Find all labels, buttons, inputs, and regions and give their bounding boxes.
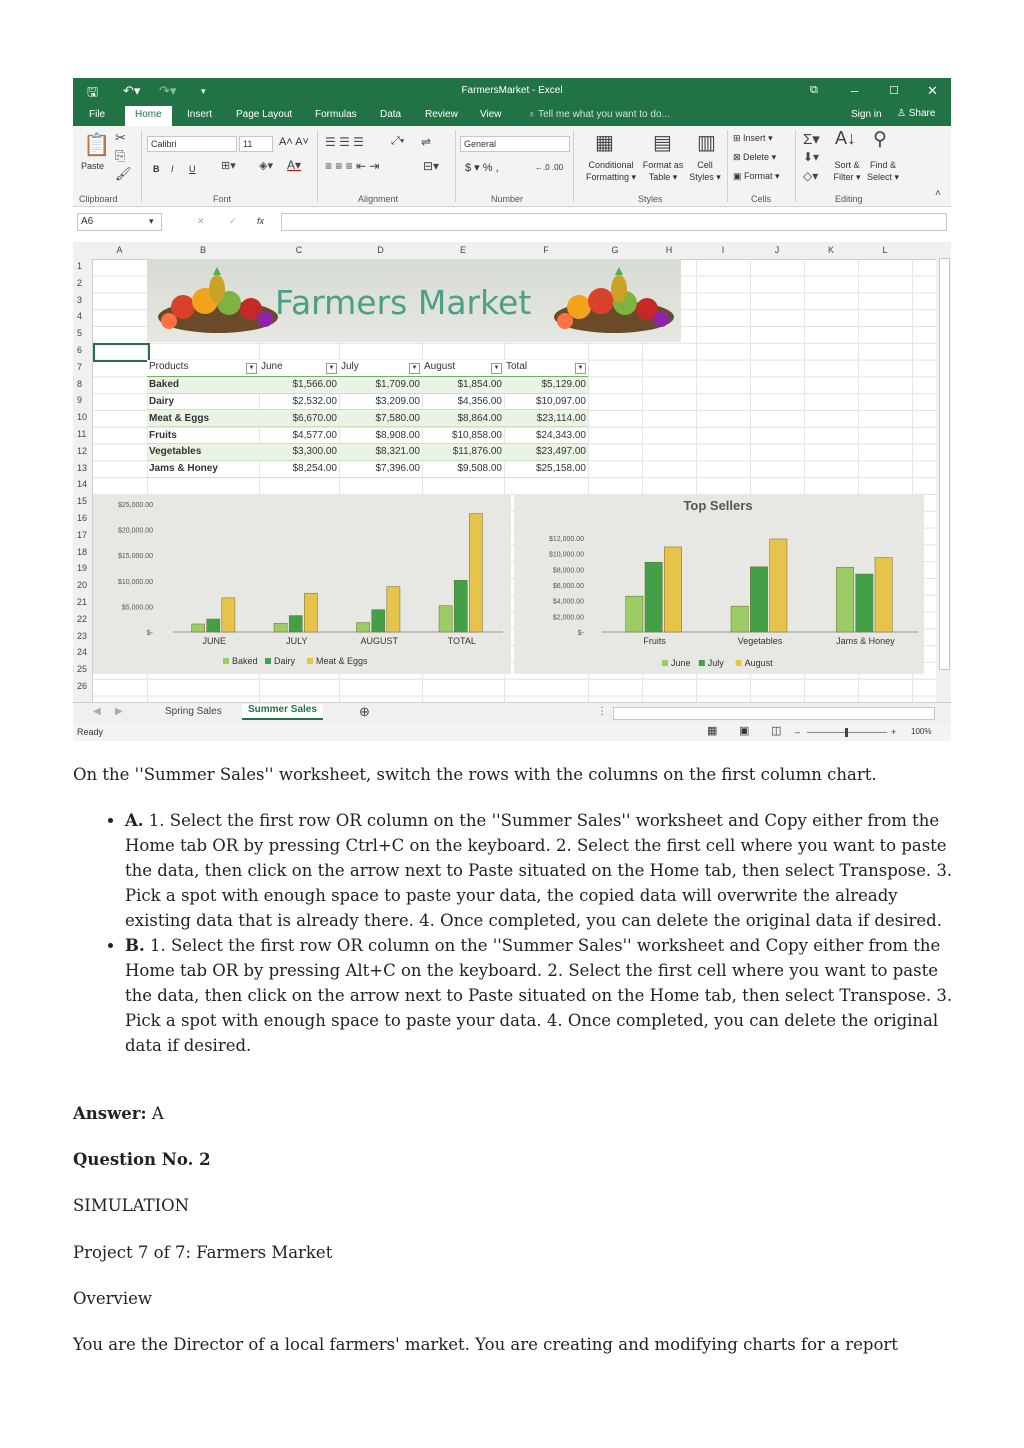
tab-split-handle-icon[interactable]: ⋮ [597,706,607,717]
header-june[interactable]: June ▼ [259,360,339,376]
cell-styles-button[interactable]: Cell Styles ▾ [689,160,721,182]
y-tick-label: $- [577,630,584,637]
legend-swatch [265,658,271,664]
bar-july [645,562,662,632]
row-headers [73,259,93,702]
value-cell[interactable]: $7,580.00 [339,410,422,427]
y-tick-label: $15,000.00 [117,553,153,561]
delete-icon: ⊠ [733,152,744,162]
status-bar [73,723,951,741]
value-cell[interactable]: $7,396.00 [339,460,422,477]
bar-meat-eggs [387,587,400,632]
lightbulb-icon: ♁ [528,109,539,120]
y-tick-label: $12,000.00 [548,536,584,543]
filter-dropdown-icon: ▼ [491,363,502,374]
column-header-b[interactable]: B [199,245,206,255]
option-a-letter: A. [125,811,144,830]
chart-title: Top Sellers [683,498,753,513]
row-header-18[interactable]: 18 [77,546,88,557]
y-tick-label: $2,000.00 [552,614,584,622]
enter-icon[interactable]: ✓ [229,216,237,226]
bar-baked [357,623,370,632]
column-header-g[interactable]: G [611,245,619,255]
option-a-text: 1. Select the first row OR column on the ''Summer Sales'' worksheet and Copy either from the Home tab OR by pressing Ctrl+C on the keyboard. 2. Select the first cell where you want to paste the data, then click on the arrow next to Paste situated on the Home tab, then select Transpose. 3. Pick a spot with enough space to paste your data, the copied data will overwrite the already existing data that is already there. 4. Once completed, you can delete the original data if desired. [125,811,953,930]
insert-cells-button[interactable]: ⊞ Insert ▾ [733,133,773,143]
value-cell[interactable]: $8,864.00 [422,410,504,427]
align-left-icon[interactable]: ≡ ≡ ≡ ⇤ ⇥ [325,159,380,173]
value-cell[interactable]: $8,321.00 [339,443,422,460]
row-header-11[interactable]: 11 [77,429,87,439]
project-label: Project 7 of 7: Farmers Market [73,1243,333,1262]
new-sheet-icon[interactable]: ⊕ [359,704,370,719]
y-tick-label: $20,000.00 [117,527,153,535]
save-icon[interactable]: 🖫 [87,84,99,99]
customize-qat-icon[interactable]: ▾ [201,86,206,96]
ribbon-display-icon[interactable]: ⧉ [810,84,818,96]
page-break-view-icon[interactable]: ◫ [771,725,782,737]
intro-paragraph: You are the Director of a local farmers' market. You are creating and modifying charts for a report [73,1335,898,1354]
product-cell[interactable]: Fruits [147,427,259,444]
tab-data[interactable]: Data [380,109,402,120]
bar-august [664,547,681,632]
product-cell[interactable]: Vegetables [147,443,259,460]
product-cell[interactable]: Meat & Eggs [147,410,259,427]
y-tick-label: $6,000.00 [552,583,584,590]
column-header-l[interactable]: L [882,245,888,255]
row-header-4[interactable]: 4 [77,311,83,322]
row-header-24[interactable]: 24 [77,647,88,658]
value-cell[interactable]: $1,566.00 [259,376,339,393]
find-select-icon[interactable]: ⚲ [873,129,887,150]
vertical-scroll-thumb[interactable] [939,258,950,670]
column-header-a[interactable]: A [116,245,123,255]
value-cell[interactable]: $2,532.00 [259,393,339,410]
column-header-k[interactable]: K [827,245,834,255]
bar-june [626,596,643,632]
y-tick-label: $5,000.00 [121,604,153,612]
paste-icon[interactable]: 📋 [83,132,111,157]
tell-me-search[interactable]: ♁ Tell me what you want to do... [528,109,670,120]
bar-june [836,567,853,632]
font-size-select[interactable]: 11 [239,136,273,152]
bar-meat-eggs [469,514,482,632]
insert-icon: ⊞ [733,133,744,143]
format-icon: ▣ [733,171,745,181]
question-prompt: On the ''Summer Sales'' worksheet, switch the rows with the columns on the first column chart. [73,765,877,784]
row-header-8[interactable]: 8 [77,378,83,389]
find-select-button[interactable]: Find & Select ▾ [866,160,900,182]
cells-group-label: Cells [751,194,772,204]
collapse-ribbon-icon[interactable]: ˄ [935,188,941,199]
simulation-label: SIMULATION [73,1196,190,1215]
fill-icon[interactable]: ⬇▾ [803,150,820,164]
value-cell[interactable]: $8,254.00 [259,460,339,477]
bar-dairy [207,619,220,632]
top-sellers-chart[interactable] [514,494,924,674]
row-header-7[interactable]: 7 [77,361,83,372]
row-header-1[interactable]: 1 [77,261,83,271]
decimal-icon[interactable]: ←.0 .00 [535,163,564,172]
insert-function-icon[interactable]: fx [257,216,265,226]
format-cells-button[interactable]: ▣ Format ▾ [733,171,780,181]
value-cell[interactable]: $23,497.00 [504,443,588,460]
legend-entry: Meat & Eggs [316,656,368,666]
column-header-f[interactable]: F [543,245,549,255]
vertical-scrollbar[interactable] [936,242,951,702]
table-row [147,393,588,410]
wrap-text-icon[interactable]: ⇌ [421,135,432,149]
bar-dairy [372,610,385,632]
farmers-market-banner[interactable] [147,259,681,342]
sales-table [147,360,588,478]
answer-value: A [151,1104,164,1123]
underline-button[interactable]: U [189,164,196,174]
product-cell[interactable]: Dairy [147,393,259,410]
cell-styles-icon[interactable]: ▥ [697,132,716,154]
font-group-label: Font [213,194,232,204]
formula-bar [73,210,951,234]
normal-view-icon[interactable]: ▦ [707,725,718,737]
x-tick-label: JULY [286,636,308,646]
row-header-20[interactable]: 20 [77,580,88,591]
sign-in-link[interactable]: Sign in [851,109,882,120]
undo-icon[interactable]: ↶▾ [123,83,141,98]
banner-title: Farmers Market [275,283,532,322]
alignment-group-label: Alignment [358,194,399,204]
tab-insert[interactable]: Insert [187,109,213,120]
option-b-text: 1. Select the first row OR column on the ''Summer Sales'' worksheet and Copy either from the Home tab OR by pressing Alt+C on the keyboard. 2. Select the first cell where you want to paste the data, then click on the arrow next to Paste situated on the Home tab, then select Transpose. 3. Pick a spot with enough space to paste your data. 4. Once completed, you can delete the original data if desired. [125,936,953,1055]
option-a [125,808,953,933]
align-top-icon[interactable]: ☰ ☰ ☰ [325,135,364,149]
tab-file[interactable]: File [89,109,106,120]
answer-options [73,808,953,1058]
maximize-icon[interactable]: ☐ [889,85,899,97]
column-header-d[interactable]: D [377,245,384,255]
x-tick-label: Jams & Honey [836,636,895,646]
filter-dropdown-icon: ▼ [246,363,257,374]
value-cell[interactable]: $25,158.00 [504,460,588,477]
value-cell[interactable]: $3,300.00 [259,443,339,460]
answer-line [73,1101,953,1126]
fruit-basket-right-image [549,267,679,337]
header-total[interactable]: Total ▼ [504,360,588,376]
bar-august [875,558,892,632]
column-header-e[interactable]: E [459,245,466,255]
italic-button[interactable]: I [171,164,174,174]
formula-input[interactable] [281,213,947,231]
table-row [147,460,588,477]
y-tick-label: $8,000.00 [552,567,584,575]
paste-button[interactable]: Paste [81,161,105,171]
legend-swatch [223,658,229,664]
row-header-3[interactable]: 3 [77,294,83,305]
x-tick-label: JUNE [202,636,227,646]
tab-view[interactable]: View [480,109,502,120]
value-cell[interactable]: $5,129.00 [504,376,588,393]
product-cell[interactable]: Baked [147,376,259,393]
value-cell[interactable]: $4,577.00 [259,427,339,444]
row-header-14[interactable]: 14 [77,479,88,490]
legend-swatch [307,658,313,664]
zoom-in-icon[interactable]: + [891,727,897,737]
zoom-level[interactable]: 100% [911,727,932,736]
format-painter-icon[interactable]: 🖌 [115,166,132,181]
table-row [147,443,588,460]
row-header-17[interactable]: 17 [77,529,88,540]
tab-review[interactable]: Review [425,109,458,120]
column-header-c[interactable]: C [295,245,303,255]
cut-icon[interactable]: ✂ [115,130,126,145]
option-b-letter: B. [125,936,145,955]
bar-july [856,574,873,632]
share-button[interactable]: ♙ Share [897,108,936,119]
autosum-icon[interactable]: Σ▾ [803,131,820,148]
table-row [147,376,588,393]
bar-june [731,606,748,632]
option-b [125,933,953,1058]
ribbon-tabs [73,104,951,126]
value-cell[interactable]: $23,114.00 [504,410,588,427]
next-question-heading: Question No. 2 [73,1150,211,1169]
styles-group-label: Styles [638,194,663,204]
row-header-10[interactable]: 10 [77,412,88,423]
legend-swatch [699,660,705,666]
person-icon: ♙ [897,108,909,119]
bar-meat-eggs [222,598,235,632]
row-header-25[interactable]: 25 [77,664,88,675]
bar-july [750,567,767,632]
row-header-2[interactable]: 2 [77,277,83,288]
value-cell[interactable]: $9,508.00 [422,460,504,477]
clear-icon[interactable]: ◇▾ [803,169,819,183]
header-july[interactable]: July ▼ [339,360,422,376]
bold-button[interactable]: B [153,164,160,174]
bar-dairy [289,616,302,632]
fruit-basket-left-image [153,267,283,337]
header-products[interactable]: Products ▼ [147,360,259,376]
orientation-icon[interactable]: ⤢▾ [391,135,405,147]
horizontal-scrollbar[interactable] [613,707,935,720]
sort-filter-icon[interactable]: A↓ [835,128,857,148]
selected-cell-a6[interactable] [93,343,150,362]
zoom-out-icon[interactable]: – [795,727,801,737]
filter-dropdown-icon: ▼ [409,363,420,374]
overview-label: Overview [73,1289,152,1308]
y-tick-label: $- [146,630,153,637]
legend-entry: Baked [232,656,258,666]
row-header-15[interactable]: 15 [77,496,88,507]
format-as-table-button[interactable]: Format as Table ▾ [642,160,684,182]
table-row [147,410,588,427]
column-headers [73,242,936,260]
row-header-9[interactable]: 9 [77,395,83,406]
legend-entry: August [744,658,773,668]
column-header-j[interactable]: J [774,245,780,255]
cancel-icon[interactable]: ✕ [197,216,205,226]
row-header-21[interactable]: 21 [77,597,88,607]
bar-baked [439,606,452,632]
value-cell[interactable]: $10,097.00 [504,393,588,410]
column-header-h[interactable]: H [665,245,673,255]
value-cell[interactable]: $8,908.00 [339,427,422,444]
row-header-13[interactable]: 13 [77,462,88,473]
sheet-scroll-left-icon[interactable]: ◀ [93,706,101,717]
page-layout-view-icon[interactable]: ▣ [739,725,750,737]
fill-color-icon[interactable]: ◈▾ [259,160,273,172]
borders-icon[interactable]: ⊞▾ [221,160,236,172]
tab-home[interactable]: Home [125,106,172,126]
value-cell[interactable]: $24,343.00 [504,427,588,444]
sheet-tab-spring-sales[interactable]: Spring Sales [165,706,222,717]
status-ready: Ready [77,727,104,737]
header-august[interactable]: August ▼ [422,360,504,376]
bar-august [770,539,787,632]
row-header-19[interactable]: 19 [77,563,88,574]
x-tick-label: Vegetables [737,636,783,646]
sheet-scroll-right-icon[interactable]: ▶ [115,706,123,717]
top-sellers-chart-svg [514,494,924,674]
bar-baked [192,624,205,632]
value-cell[interactable]: $11,876.00 [422,443,504,460]
sheet-tab-summer-sales[interactable]: Summer Sales [242,704,323,720]
font-name-select[interactable]: Calibri [147,136,237,152]
table-header-row [147,360,588,376]
y-tick-label: $25,000.00 [117,502,153,509]
table-row [147,427,588,444]
row-header-12[interactable]: 12 [77,445,88,456]
format-as-table-icon[interactable]: ▤ [653,132,672,154]
conditional-formatting-button[interactable]: Conditional Formatting ▾ [585,160,637,182]
sales-column-chart-svg [93,494,511,674]
y-tick-label: $10,000.00 [548,551,584,559]
redo-icon[interactable]: ↷▾ [159,83,177,98]
name-box-dropdown-icon[interactable]: ▾ [149,216,154,226]
y-tick-label: $4,000.00 [552,598,584,606]
sort-filter-button[interactable]: Sort & Filter ▾ [833,160,861,182]
ribbon-home [73,126,951,207]
row-header-23[interactable]: 23 [77,630,88,641]
number-group-label: Number [491,194,524,204]
excel-window [73,78,951,741]
legend-swatch [736,660,742,666]
editing-group-label: Editing [835,194,863,204]
bar-baked [274,623,287,632]
value-cell[interactable]: $10,858.00 [422,427,504,444]
value-cell[interactable]: $1,709.00 [339,376,422,393]
value-cell[interactable]: $4,356.00 [422,393,504,410]
accounting-format-button[interactable]: $ ▾ % , [465,162,499,174]
filter-dropdown-icon: ▼ [575,363,586,374]
copy-icon[interactable]: ⎘ [115,148,126,163]
y-tick-label: $10,000.00 [117,578,153,586]
x-tick-label: Fruits [643,636,666,646]
zoom-slider-thumb[interactable] [845,728,848,737]
value-cell[interactable]: $3,209.00 [339,393,422,410]
x-tick-label: TOTAL [447,636,476,646]
bar-meat-eggs [304,593,317,632]
font-color-icon[interactable]: A▾ [287,158,302,172]
bar-dairy [454,580,467,632]
delete-cells-button[interactable]: ⊠ Delete ▾ [733,152,777,162]
title-bar [73,78,951,104]
row-header-22[interactable]: 22 [77,613,88,624]
legend-swatch [662,660,668,666]
clipboard-group-label: Clipboard [79,194,118,204]
column-header-i[interactable]: I [721,245,725,255]
filter-dropdown-icon: ▼ [326,363,337,374]
merge-center-icon[interactable]: ⊟▾ [423,159,440,173]
name-box[interactable]: A6 [77,213,162,231]
value-cell[interactable]: $6,670.00 [259,410,339,427]
tab-formulas[interactable]: Formulas [315,109,357,120]
answer-label: Answer: [73,1104,147,1123]
product-cell[interactable]: Jams & Honey [147,460,259,477]
value-cell[interactable]: $1,854.00 [422,376,504,393]
conditional-formatting-icon[interactable]: ▦ [595,132,614,154]
legend-entry: Dairy [274,656,296,666]
x-tick-label: AUGUST [360,636,399,646]
close-icon[interactable]: ✕ [927,83,938,98]
row-header-26[interactable]: 26 [77,681,88,691]
row-header-5[interactable]: 5 [77,328,83,339]
legend-entry: July [707,658,724,668]
sales-column-chart[interactable] [93,494,511,674]
tab-page-layout[interactable]: Page Layout [236,109,293,120]
row-header-6[interactable]: 6 [77,345,83,355]
window-title: FarmersMarket - Excel [461,85,563,96]
number-format-select[interactable]: General [460,136,570,152]
minimize-icon[interactable]: – [851,83,859,98]
sheet-tabs-bar [73,702,951,723]
grow-font-icon[interactable]: A˄ A˅ [279,136,309,148]
legend-entry: June [671,658,691,668]
row-header-16[interactable]: 16 [77,513,88,523]
